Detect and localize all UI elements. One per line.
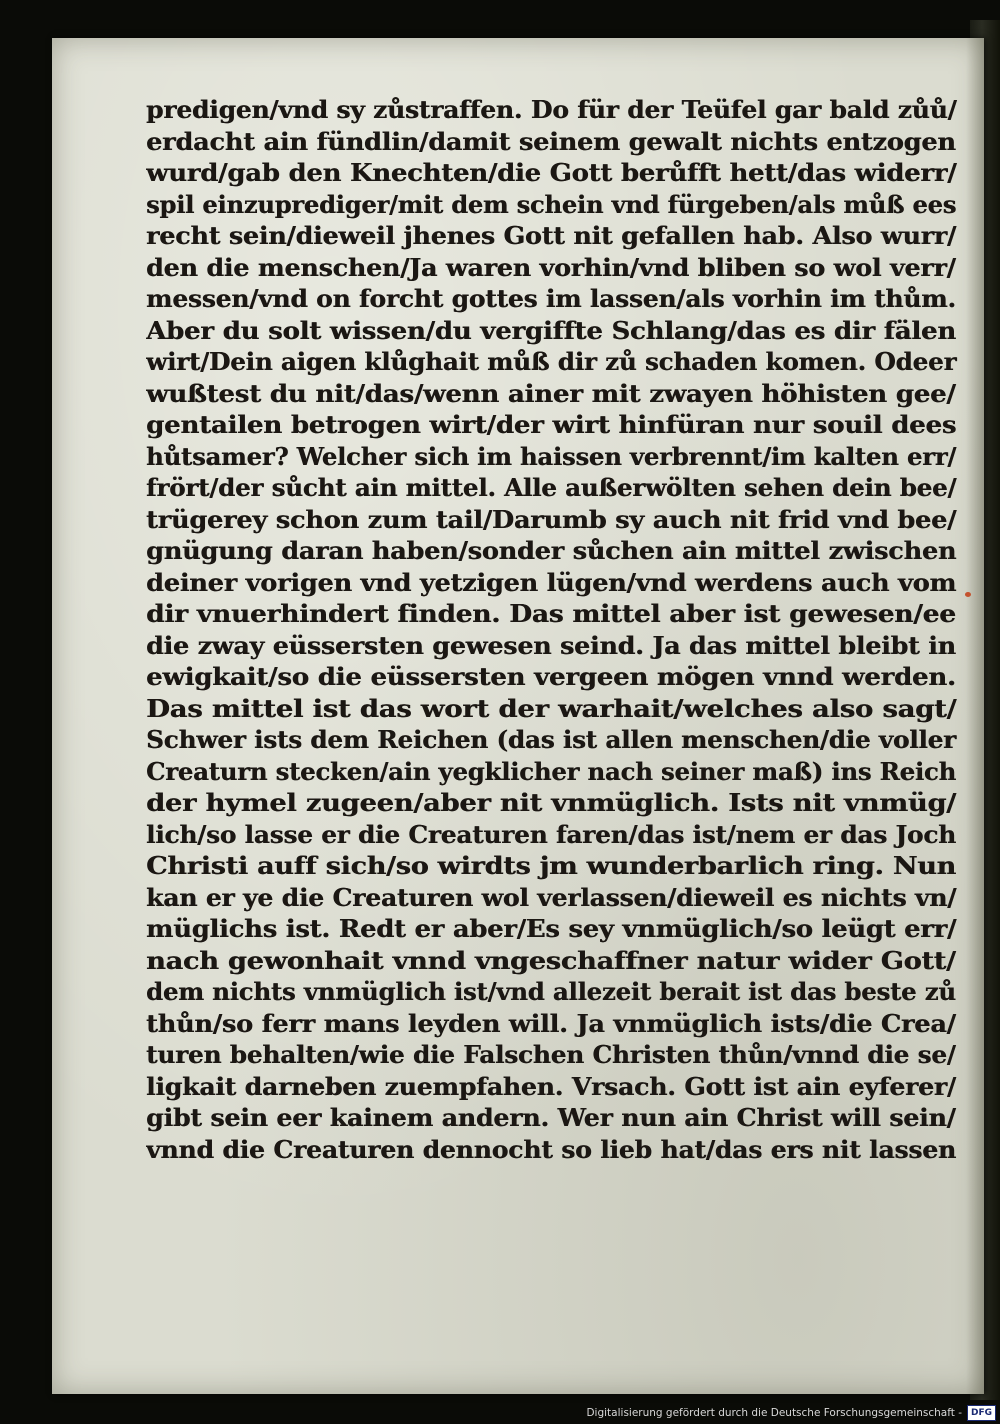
text-line: recht sein/dieweil jhenes Gott nit gefallen hab. Also wurr/ (146, 221, 956, 250)
text-line: der hymel zugeen/aber nit vnmüglich. Ists nit vnmüg/ (146, 788, 956, 817)
text-line: wußtest du nit/das/wenn ainer mit zwayen höhisten gee/ (146, 378, 956, 408)
text-line: Christi auff sich/so wirdts jm wunderbarlich ring. Nun (146, 851, 956, 880)
text-line: predigen/vnd sy zůstraffen. Do für der Teüfel gar bald zůů/ (146, 95, 957, 124)
ink-speck (965, 592, 971, 597)
text-line: erdacht ain fündlin/damit seinem gewalt nichts entzogen (146, 126, 956, 156)
text-line: ligkait darneben zuempfahen. Vrsach. Gott ist ain eyferer/ (146, 1071, 956, 1101)
text-line: messen/vnd on forcht gottes im lassen/als vorhin im thům. (146, 284, 956, 313)
text-line: wurd/gab den Knechten/die Gott berůfft hett/das widerr/ (146, 158, 957, 187)
text-line: dem nichts vnmüglich ist/vnd allezeit berait ist das beste zů (146, 977, 956, 1006)
text-line: turen behalten/wie die Falschen Christen thůn/vnnd die se/ (146, 1040, 956, 1069)
footer (586, 1405, 996, 1421)
text-line: hůtsamer? Welcher sich im haissen verbrennt/im kalten err/ (146, 441, 956, 471)
text-line: wirt/Dein aigen klůghait můß dir zů schaden komen. Odeer (146, 347, 957, 376)
footer-credit: Digitalisierung gefördert durch die Deutsche Forschungsgemeinschaft - (586, 1407, 962, 1419)
text-line: den die menschen/Ja waren vorhin/vnd bliben so wol verr/ (146, 252, 956, 282)
text-line: gentailen betrogen wirt/der wirt hinfüran nur souil dees (146, 410, 957, 439)
text-line: kan er ye die Creaturen wol verlassen/dieweil es nichts vn/ (146, 882, 957, 912)
text-line: Creaturn stecken/ain yegklicher nach seiner maß) ins Reich (146, 756, 956, 786)
text-block (146, 94, 956, 1165)
text-line: gnügung daran haben/sonder sůchen ain mittel zwischen (146, 536, 957, 565)
text-line: spil einzuprediger/mit dem schein vnd fürgeben/als můß ees (146, 189, 957, 219)
text-line: Aber du solt wissen/du vergiffte Schlang/das es dir fälen (146, 315, 956, 345)
dfg-logo: DFG (967, 1405, 996, 1421)
text-line: vnnd die Creaturen dennocht so lieb hat/das ers nit lassen (146, 1134, 956, 1164)
text-line: frört/der sůcht ain mittel. Alle außerwölten sehen dein bee/ (146, 473, 957, 502)
text-line: müglichs ist. Redt er aber/Es sey vnmüglich/so leügt err/ (146, 914, 957, 943)
text-line: lich/so lasse er die Creaturen faren/das ist/nem er das Joch (146, 819, 956, 849)
text-line: deiner vorigen vnd yetzigen lügen/vnd werdens auch vom (146, 567, 957, 597)
text-line: gibt sein eer kainem andern. Wer nun ain Christ will sein/ (146, 1103, 956, 1132)
text-line: ewigkait/so die eüssersten vergeen mögen vnnd werden. (146, 662, 956, 691)
text-line: Das mittel ist das wort der warhait/welches also sagt/ (146, 693, 957, 723)
text-line: nach gewonhait vnnd vngeschaffner natur wider Gott/ (146, 945, 956, 975)
text-line: Schwer ists dem Reichen (das ist allen menschen/die voller (146, 725, 956, 754)
text-line: die zway eüssersten gewesen seind. Ja das mittel bleibt in (146, 630, 956, 660)
text-line: dir vnuerhindert finden. Das mittel aber ist gewesen/ee (146, 599, 956, 628)
text-line: trügerey schon zum tail/Darumb sy auch nit frid vnd bee/ (146, 504, 957, 534)
text-line: thůn/so ferr mans leyden will. Ja vnmüglich ists/die Crea/ (146, 1008, 956, 1038)
